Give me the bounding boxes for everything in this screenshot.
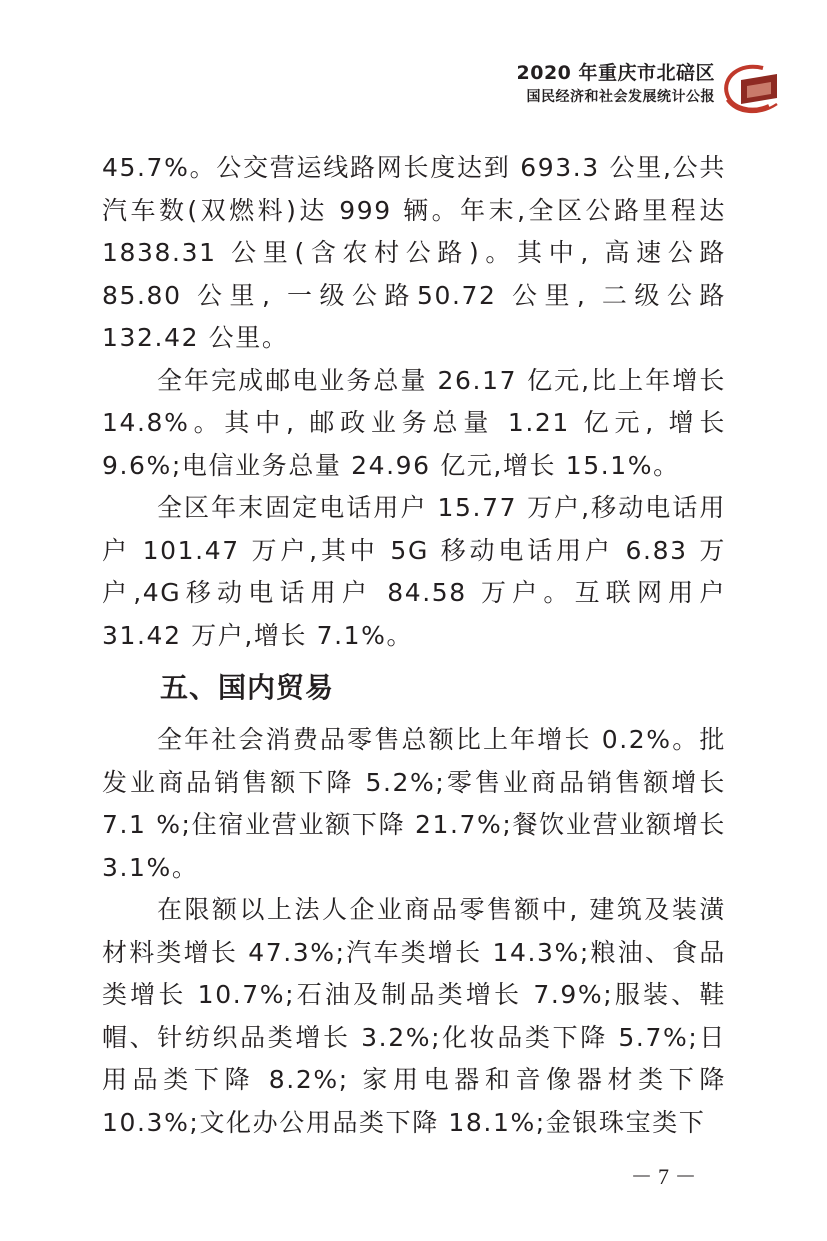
paragraph-post-telecom: 全年完成邮电业务总量 26.17 亿元,比上年增长 14.8%。其中, 邮政业务总量 1.21 亿元, 增长 9.6%;电信业务总量 24.96 亿元,增长 15.1%。 <box>102 365 726 480</box>
paragraph-phone-users: 全区年末固定电话用户 15.77 万户,移动电话用户 101.47 万户,其中 5G 移动电话用户 6.83 万户,4G移动电话用户 84.58 万户。互联网用户 31.42 万户,增长 7.1%。 <box>102 493 726 650</box>
page-number: － 7 － <box>630 1164 697 1189</box>
report-emblem-icon <box>719 60 787 118</box>
report-title: 2020 年重庆市北碚区 <box>516 62 715 84</box>
report-subtitle: 国民经济和社会发展统计公报 <box>526 89 715 105</box>
paragraph-transport: 45.7%。公交营运线路网长度达到 693.3 公里,公共汽车数(双燃料)达 999 辆。年末,全区公路里程达 1838.31 公里(含农村公路)。其中, 高速公路 85.80 公里, 一级公路50.72 公里, 二级公路 132.42 公里。 <box>102 153 726 352</box>
paragraph-retail-categories: 在限额以上法人企业商品零售额中, 建筑及装潢材料类增长 47.3%;汽车类增长 14.3%;粮油、食品类增长 10.7%;石油及制品类增长 7.9%;服装、鞋帽、针纺织品类增长 3.2%;化妆品类下降 5.7%;日用品类下降 8.2%; 家用电器和音像器材类下降 10.3%;文化办公用品类下降 18.1%;金银珠宝类下 <box>102 895 726 1137</box>
page-content <box>102 147 726 1144</box>
report-header <box>517 60 716 108</box>
paragraph-retail-sales: 全年社会消费品零售总额比上年增长 0.2%。批发业商品销售额下降 5.2%;零售业商品销售额增长 7.1 %;住宿业营业额下降 21.7%;餐饮业营业额增长 3.1%。 <box>102 725 726 882</box>
section-heading: 五、国内贸易 <box>160 671 335 704</box>
